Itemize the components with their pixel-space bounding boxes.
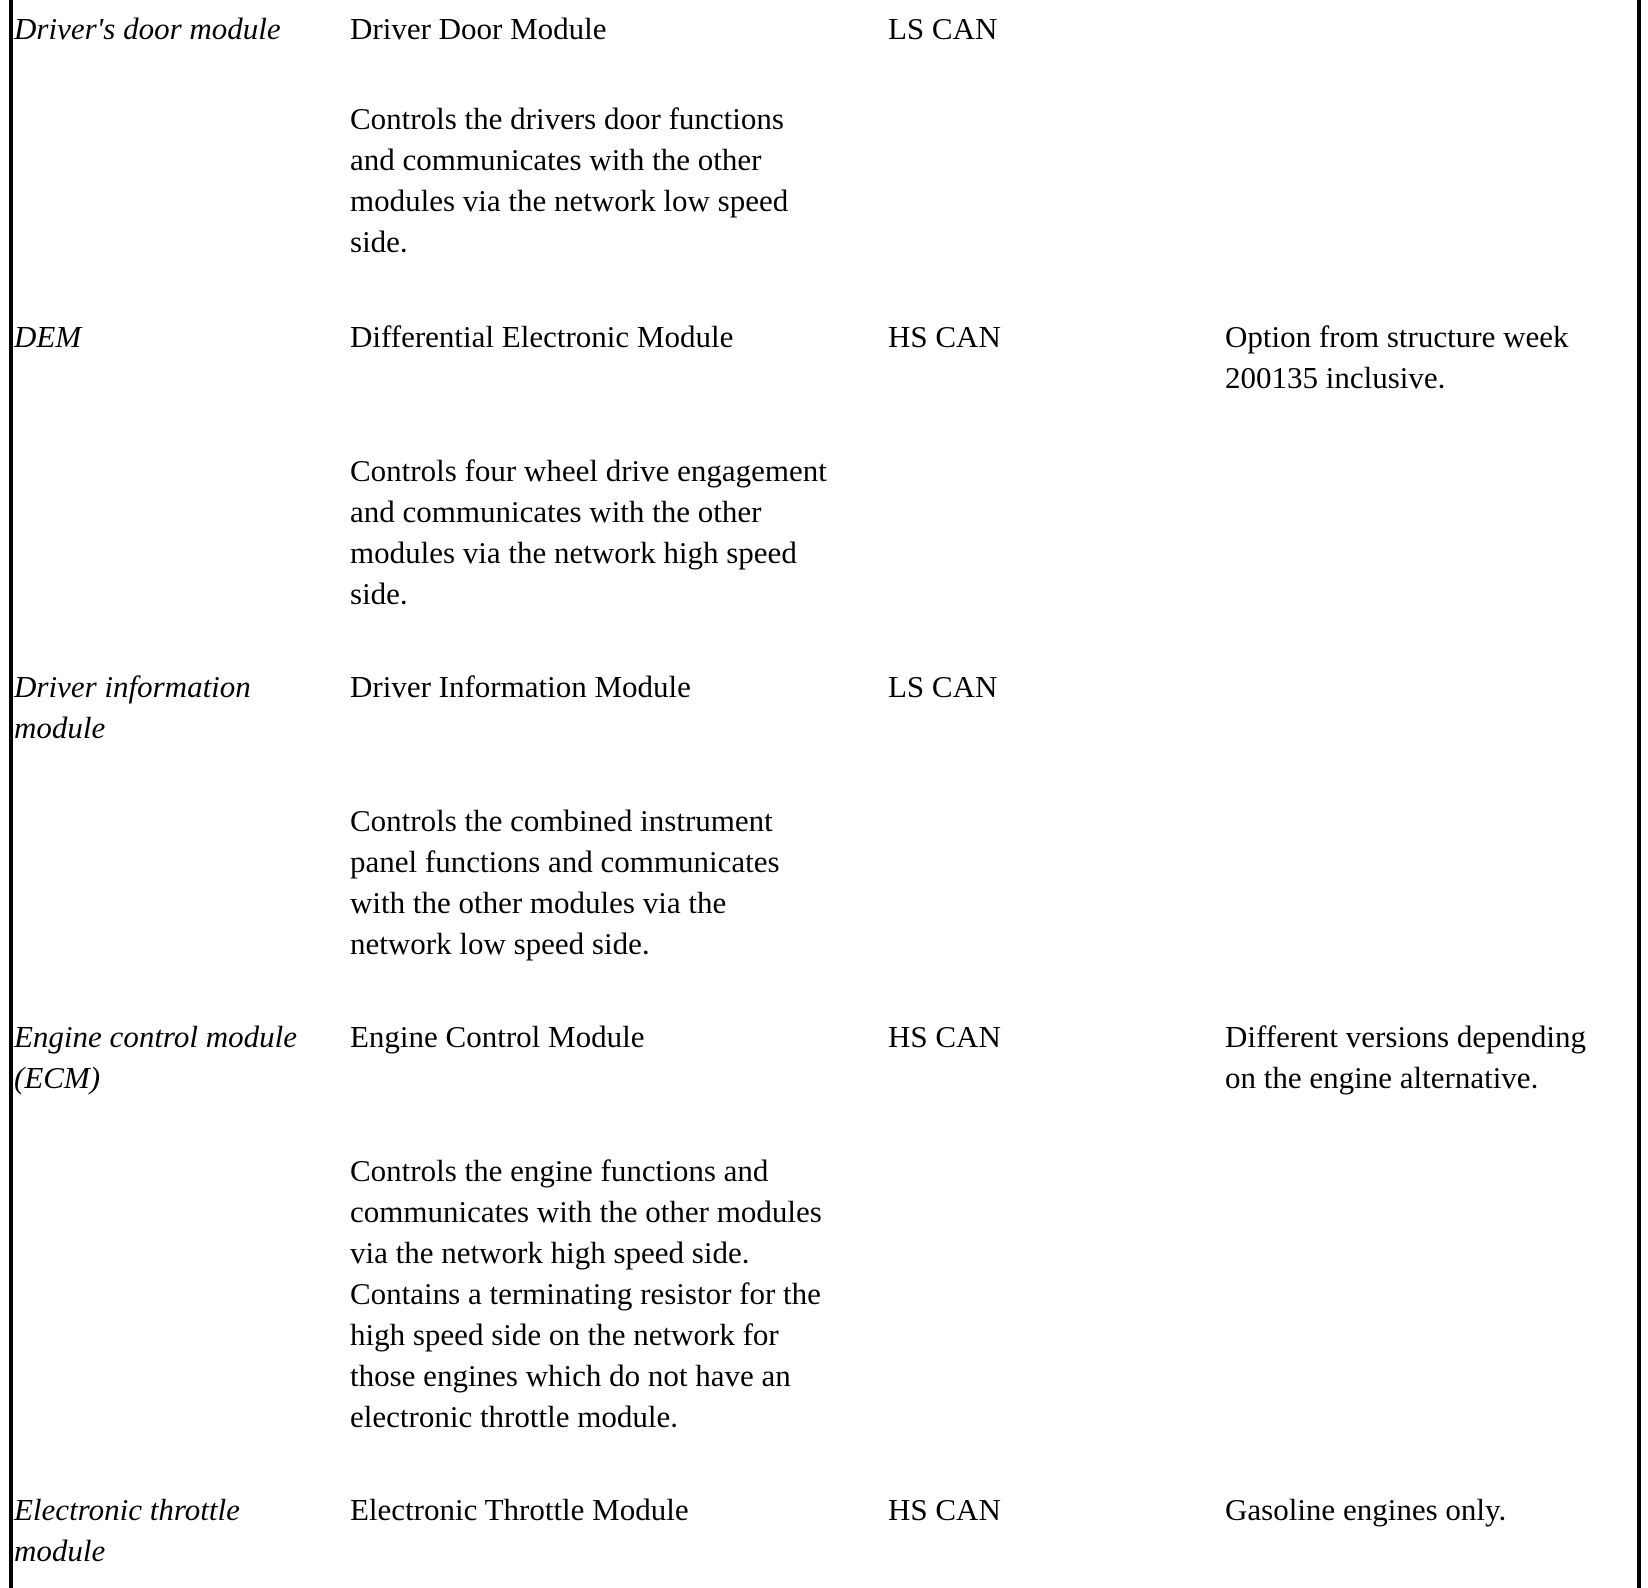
network-bus: LS CAN — [888, 669, 998, 704]
module-full-name: Electronic Throttle Module — [350, 1492, 689, 1527]
module-note: Option from structure week 200135 inclusive. — [1225, 319, 1569, 395]
module-full-name: Driver Door Module — [350, 11, 607, 46]
module-name: DEM — [14, 319, 82, 354]
network-bus: HS CAN — [888, 1492, 1001, 1527]
module-name: Electronic throttle module — [14, 1492, 240, 1568]
table-left-border — [9, 0, 13, 1588]
module-name: Driver's door module — [14, 11, 281, 46]
module-name: Driver information module — [14, 669, 251, 745]
network-bus: HS CAN — [888, 319, 1001, 354]
network-bus: LS CAN — [888, 11, 998, 46]
table-right-border — [1637, 0, 1641, 1588]
module-full-name: Driver Information Module — [350, 669, 691, 704]
module-description: Controls the engine functions and communicates with the other modules via the network high speed side. Contains a terminating resistor for the high speed side on the network for those engines which do not have an electronic throttle module. — [350, 1153, 822, 1434]
module-description: Controls the drivers door functions and communicates with the other modules via the network low speed side. — [350, 101, 789, 259]
module-full-name: Engine Control Module — [350, 1019, 645, 1054]
module-description: Controls four wheel drive engagement and communicates with the other modules via the network high speed side. — [350, 453, 827, 611]
module-note: Different versions depending on the engine alternative. — [1225, 1019, 1586, 1095]
module-full-name: Differential Electronic Module — [350, 319, 734, 354]
module-description: Controls the combined instrument panel functions and communicates with the other modules via the network low speed side. — [350, 803, 780, 961]
module-note: Gasoline engines only. — [1225, 1492, 1507, 1527]
module-name: Engine control module (ECM) — [14, 1019, 297, 1095]
network-bus: HS CAN — [888, 1019, 1001, 1054]
